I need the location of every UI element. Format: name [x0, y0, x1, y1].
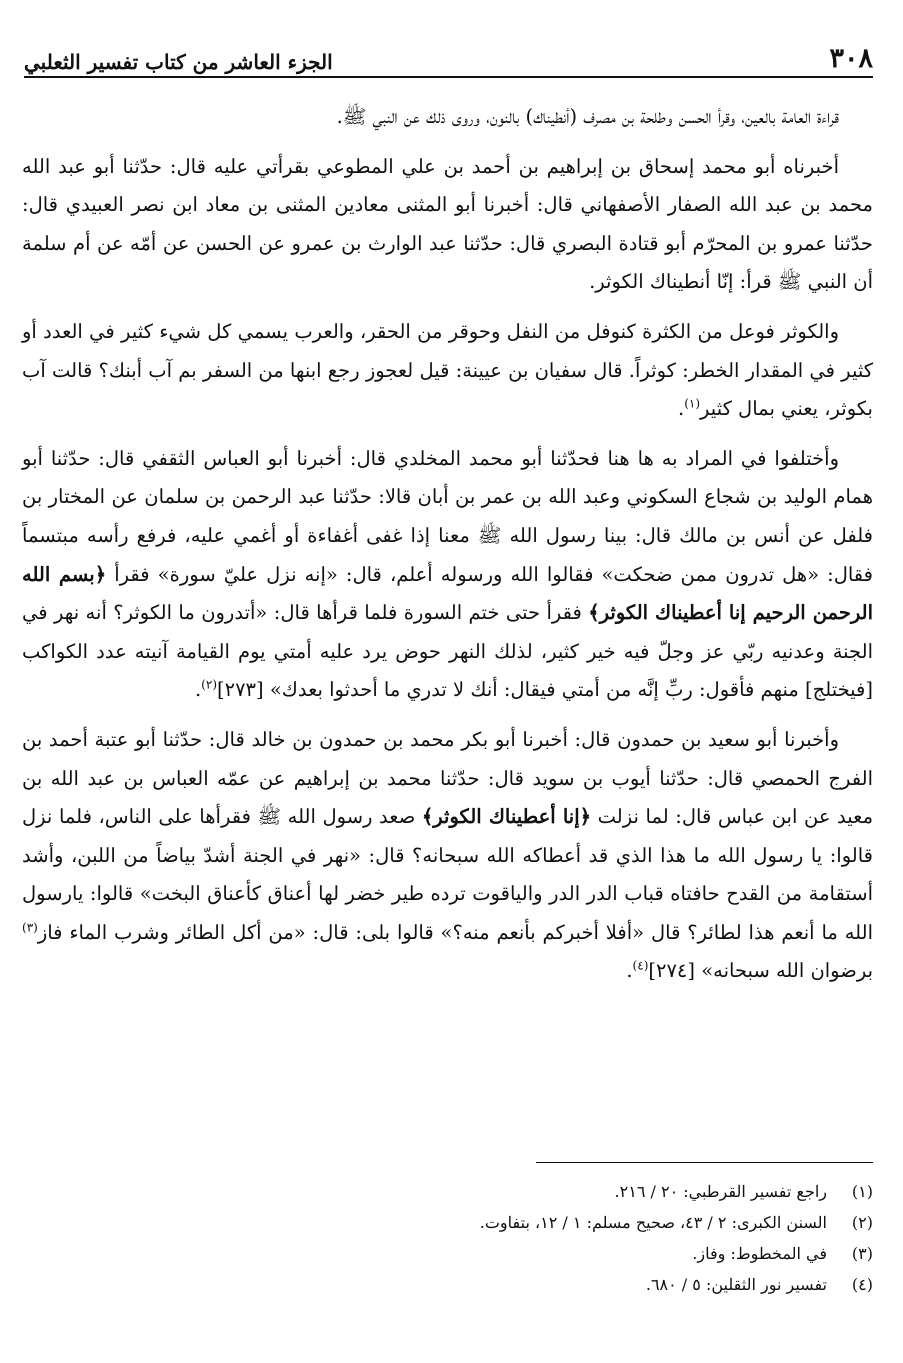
footnote-number: (٢)	[851, 1213, 873, 1232]
footnote-text: في المخطوط: وفاز.	[692, 1244, 827, 1263]
paragraph-tail: .	[626, 959, 633, 983]
paragraph-text: فقرأ حتى ختم السورة فلما قرأها قال: «أتدرون ما الكوثر؟ أنه نهر في الجنة وعدنيه ربّي عز وجلّ فيه خير كثير، لذلك النهر حوض يرد عليه أمتي يوم القيامة آنيته عدد الكواكب [فيختلج] منهم فأقول: ربِّ إنَّه من أمتي فيقال: أنك لا تدري ما أحدثوا بعدك» [٢٧٣]	[22, 601, 873, 702]
quran-verse: ﴿إنا أعطيناك الكوثر﴾	[421, 805, 592, 829]
page-header	[24, 38, 873, 78]
paragraph-lead: وأخبرنا أبو سعيد بن حمدون قال: أخبرنا أبو بكر محمد بن حمدون بن خالد قال: حدّثنا أبو عتبة أحمد بن الفرج الحمصي قال: حدّثنا أيوب بن سويد قال: حدّثنا محمد بن إبراهيم عن عمّه العباس بن عبد الله بن معيد عن ابن عباس قال: لما نزلت	[22, 727, 874, 829]
paragraph-lead: وأختلفوا في المراد به ها هنا فحدّثنا أبو محمد المخلدي قال: أخبرنا أبو العباس الثقفي قال: حدّثنا أبو همام الوليد بن شجاع السكوني وعبد الله بن عمر بن أبان قالا: حدّثنا عبد الرحمن بن سلمان عن المختار بن فلفل عن أنس بن مالك قال: بينا رسول الله ﷺ معنا إذا غفى أغفاءة أو أغمي عليه، فرفع رأسه مبتسماً فقال: «هل تدرون ممن ضحكت» فقالوا الله ورسوله أعلم، قال: «إنه نزل عليّ سورة» فقرأ	[22, 446, 873, 586]
main-text	[22, 98, 873, 1002]
paragraph-tail: .	[194, 678, 202, 702]
footnote-ref[interactable]: (٤)	[632, 958, 649, 973]
paragraph-text-continued: برضوان الله سبحانه» [٢٧٤]	[648, 959, 873, 983]
paragraph-4	[22, 440, 873, 710]
footnote-ref[interactable]: (٣)	[22, 920, 38, 935]
page-number: ٣٠٨	[829, 43, 873, 74]
footnote-ref[interactable]: (١)	[684, 396, 701, 411]
footnote-text: تفسير نور الثقلين: ٥ / ٦٨٠.	[645, 1275, 827, 1294]
paragraph-1	[22, 98, 873, 137]
paragraph-text: والكوثر فوعل من الكثرة كنوفل من النفل وحوقر من الحقر، والعرب يسمي كل شيء كثير في العدد أو كثير في المقدار الخطر: كوثراً. قال سفيان بن عيينة: قيل لعجوز رجع ابنها من السفر بم آب أبنك؟ قالت آب بكوثر، يعني بمال كثير	[22, 319, 873, 421]
footnote-1	[22, 1176, 873, 1207]
paragraph-text: قراءة العامة بالعين، وقرأ الحسن وطلحة بن مصرف (أنطيناك) بالنون، وروى ذلك عن النبي ﷺ.	[336, 105, 839, 128]
footnote-divider	[536, 1162, 873, 1163]
paragraph-3	[22, 313, 873, 429]
footnote-2	[22, 1207, 873, 1238]
footnote-number: (٤)	[851, 1275, 873, 1294]
footnote-number: (١)	[851, 1182, 873, 1201]
paragraph-text: صعد رسول الله ﷺ فقرأها على الناس، فلما نزل قالوا: يا رسول الله ما هذا الذي قد أعطاكه الله سبحانه؟ قال: «نهر في الجنة أشدّ بياضاً من اللبن، وأشد أستقامة من القدح حافتاه قباب الدر الدر والياقوت ترده طير خضر لها أعناق كأعناق البخت» قالوا: يارسول الله ما أنعم هذا لطائر؟ قال «أفلا أخبركم بأنعم منه؟» قالوا بلى: قال: «من أكل الطائر وشرب الماء فاز	[22, 805, 873, 944]
quran-verse: ﴿بسم الله الرحمن الرحيم إنا أعطيناك الكوثر﴾	[22, 562, 873, 625]
footnote-number: (٣)	[851, 1244, 873, 1263]
paragraph-text: أخبرناه أبو محمد إسحاق بن إبراهيم بن أحمد بن علي المطوعي بقرأتي عليه قال: حدّثنا أبو عبد الله محمد بن عبد الله الصفار الأصفهاني قال: أخبرنا أبو المثنى معادين المثنى بن معاد ابن نصر العبيدي قال: حدّثنا عمرو بن المحرّم أبو قتادة البصري قال: حدّثنا عبد الوارث بن عمرو عن الحسن عن أمّه عن أم سلمة أن النبي ﷺ قرأ: إنّا أنطيناك الكوثر.	[22, 154, 873, 294]
footnote-3	[22, 1238, 873, 1269]
footnote-4	[22, 1269, 873, 1300]
footnote-text: راجع تفسير القرطبي: ٢٠ / ٢١٦.	[614, 1182, 827, 1201]
footnote-text: السنن الكبرى: ٢ / ٤٣، صحيح مسلم: ١ / ١٢، بتفاوت.	[479, 1213, 827, 1232]
paragraph-5	[22, 721, 873, 991]
paragraph-tail: .	[678, 397, 685, 421]
footnote-ref[interactable]: (٢)	[201, 677, 217, 692]
running-title: الجزء العاشر من كتاب تفسير الثعلبي	[24, 50, 333, 74]
footnotes	[22, 1176, 873, 1300]
paragraph-2	[22, 148, 873, 302]
